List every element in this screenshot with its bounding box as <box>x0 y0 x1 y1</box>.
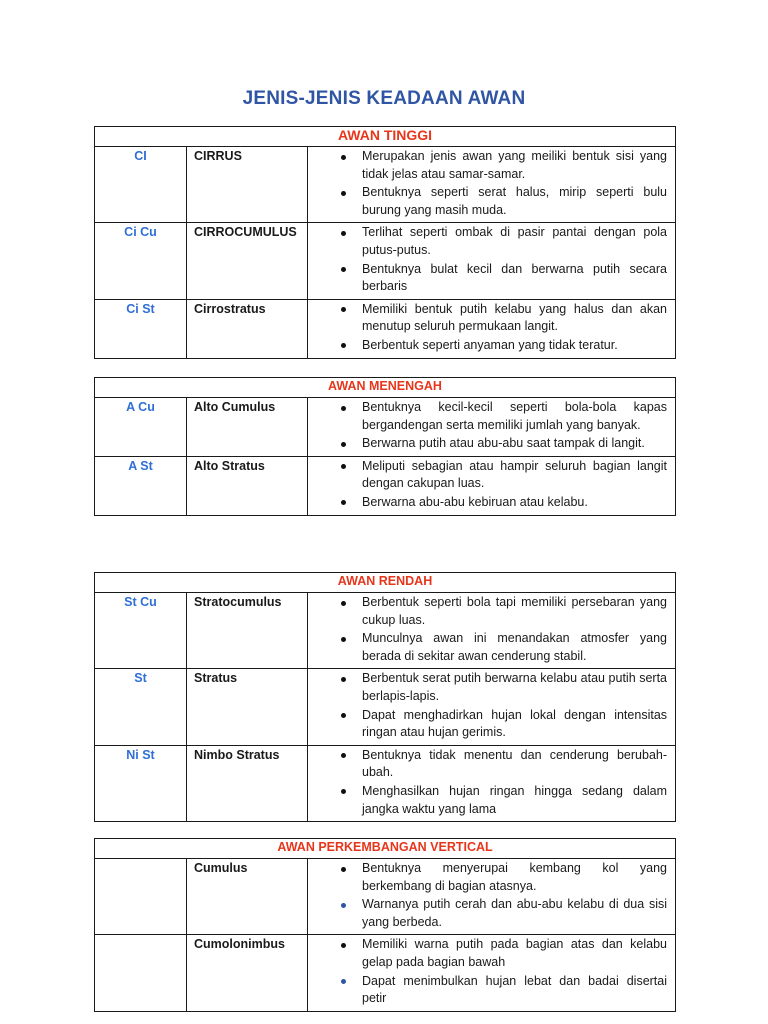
table-row <box>95 223 676 299</box>
bullet-point: Bentuknya bulat kecil dan berwarna putih secara berbaris <box>308 261 667 296</box>
table-row <box>95 398 676 457</box>
cloud-name: Nimbo Stratus <box>187 745 308 821</box>
bullet-point: Munculnya awan ini menandakan atmosfer yang berada di sekitar awan cenderung stabil. <box>308 630 667 665</box>
cloud-abbr <box>95 859 187 935</box>
table-row <box>95 745 676 821</box>
cloud-name: Cumulus <box>187 859 308 935</box>
bullet-point: Merupakan jenis awan yang meiliki bentuk sisi yang tidak jelas atau samar-samar. <box>308 148 667 183</box>
table-awan-tinggi <box>94 126 676 359</box>
section-header: AWAN MENENGAH <box>95 378 676 398</box>
cloud-description <box>308 223 676 299</box>
table-awan-menengah <box>94 377 676 516</box>
cloud-abbr <box>95 935 187 1011</box>
cloud-abbr: Ni St <box>95 745 187 821</box>
cloud-description <box>308 935 676 1011</box>
bullet-point: Bentuknya kecil-kecil seperti bola-bola kapas bergandengan serta memiliki jumlah yang banyak. <box>308 399 667 434</box>
table-row <box>95 669 676 745</box>
bullet-point: Dapat menimbulkan hujan lebat dan badai disertai petir <box>308 973 667 1008</box>
cloud-description <box>308 859 676 935</box>
bullet-point: Berbentuk seperti anyaman yang tidak teratur. <box>308 337 667 355</box>
table-row <box>95 299 676 358</box>
bullet-point: Memiliki bentuk putih kelabu yang halus dan akan menutup seluruh permukaan langit. <box>308 301 667 336</box>
cloud-name: Alto Cumulus <box>187 398 308 457</box>
cloud-name: Cumolonimbus <box>187 935 308 1011</box>
cloud-description <box>308 299 676 358</box>
section-header: AWAN TINGGI <box>95 127 676 147</box>
bullet-point: Berwarna abu-abu kebiruan atau kelabu. <box>308 494 667 512</box>
cloud-description <box>308 147 676 223</box>
bullet-point: Bentuknya menyerupai kembang kol yang berkembang di bagian atasnya. <box>308 860 667 895</box>
cloud-name: Stratocumulus <box>187 593 308 669</box>
cloud-abbr: Ci St <box>95 299 187 358</box>
table-row <box>95 593 676 669</box>
cloud-name: CIRROCUMULUS <box>187 223 308 299</box>
table-awan-rendah <box>94 572 676 822</box>
cloud-description <box>308 593 676 669</box>
table-awan-perkembangan-vertical <box>94 838 676 1012</box>
cloud-abbr: A St <box>95 456 187 515</box>
bullet-point: Menghasilkan hujan ringan hingga sedang dalam jangka waktu yang lama <box>308 783 667 818</box>
bullet-point: Meliputi sebagian atau hampir seluruh bagian langit dengan cakupan luas. <box>308 458 667 493</box>
section-header: AWAN PERKEMBANGAN VERTICAL <box>95 839 676 859</box>
table-row <box>95 859 676 935</box>
cloud-description <box>308 456 676 515</box>
bullet-point: Memiliki warna putih pada bagian atas dan kelabu gelap pada bagian bawah <box>308 936 667 971</box>
cloud-name: Alto Stratus <box>187 456 308 515</box>
cloud-abbr: St <box>95 669 187 745</box>
table-row <box>95 456 676 515</box>
cloud-description <box>308 745 676 821</box>
bullet-point: Berwarna putih atau abu-abu saat tampak di langit. <box>308 435 667 453</box>
bullet-point: Terlihat seperti ombak di pasir pantai dengan pola putus-putus. <box>308 224 667 259</box>
cloud-abbr: A Cu <box>95 398 187 457</box>
section-header: AWAN RENDAH <box>95 573 676 593</box>
cloud-abbr: St Cu <box>95 593 187 669</box>
bullet-point: Berbentuk serat putih berwarna kelabu atau putih serta berlapis-lapis. <box>308 670 667 705</box>
cloud-description <box>308 398 676 457</box>
cloud-description <box>308 669 676 745</box>
table-row <box>95 935 676 1011</box>
page-title: JENIS-JENIS KEADAAN AWAN <box>242 88 526 109</box>
cloud-name: CIRRUS <box>187 147 308 223</box>
bullet-point: Berbentuk seperti bola tapi memiliki persebaran yang cukup luas. <box>308 594 667 629</box>
cloud-name: Stratus <box>187 669 308 745</box>
bullet-point: Bentuknya seperti serat halus, mirip seperti bulu burung yang masih muda. <box>308 184 667 219</box>
cloud-abbr: Ci Cu <box>95 223 187 299</box>
bullet-point: Warnanya putih cerah dan abu-abu kelabu di dua sisi yang berbeda. <box>308 896 667 931</box>
cloud-name: Cirrostratus <box>187 299 308 358</box>
bullet-point: Bentuknya tidak menentu dan cenderung berubah-ubah. <box>308 747 667 782</box>
cloud-abbr: CI <box>95 147 187 223</box>
table-row <box>95 147 676 223</box>
bullet-point: Dapat menghadirkan hujan lokal dengan intensitas ringan atau hujan gerimis. <box>308 707 667 742</box>
